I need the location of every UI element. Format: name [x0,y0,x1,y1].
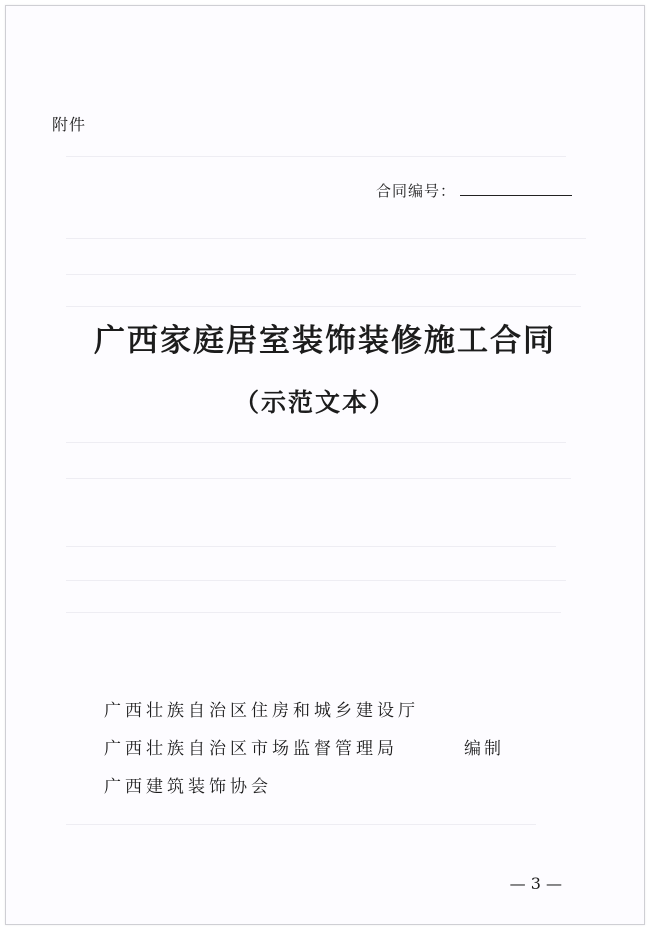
issuer-name: 广西建筑装饰协会 [104,776,272,797]
bleed-line [66,612,561,613]
page-number: — 3 — [509,874,562,893]
issuer-row [104,727,504,765]
bleed-line [66,442,566,443]
issuer-row [104,765,504,803]
bleed-line [66,580,566,581]
bleed-line [66,156,566,157]
document-title: 广西家庭居室装饰装修施工合同 [94,323,556,359]
issuer-name: 广西壮族自治区市场监督管理局 [104,738,398,759]
bleed-line [66,238,586,239]
bleed-line [66,546,556,547]
issuer-list [104,689,504,803]
document-subtitle: （示范文本） [233,388,396,417]
contract-number-label: 合同编号： [376,182,457,200]
issuer-row [104,689,504,727]
bleed-line [66,274,576,275]
attachment-label: 附件 [52,115,87,134]
bleed-line [66,824,536,825]
issuer-name: 广西壮族自治区住房和城乡建设厅 [104,700,419,721]
contract-number-field [376,180,572,201]
bleed-line [66,306,581,307]
contract-number-blank [460,180,572,196]
bleed-line [66,478,571,479]
document-page [5,5,645,925]
compiled-label: 编制 [464,738,504,759]
